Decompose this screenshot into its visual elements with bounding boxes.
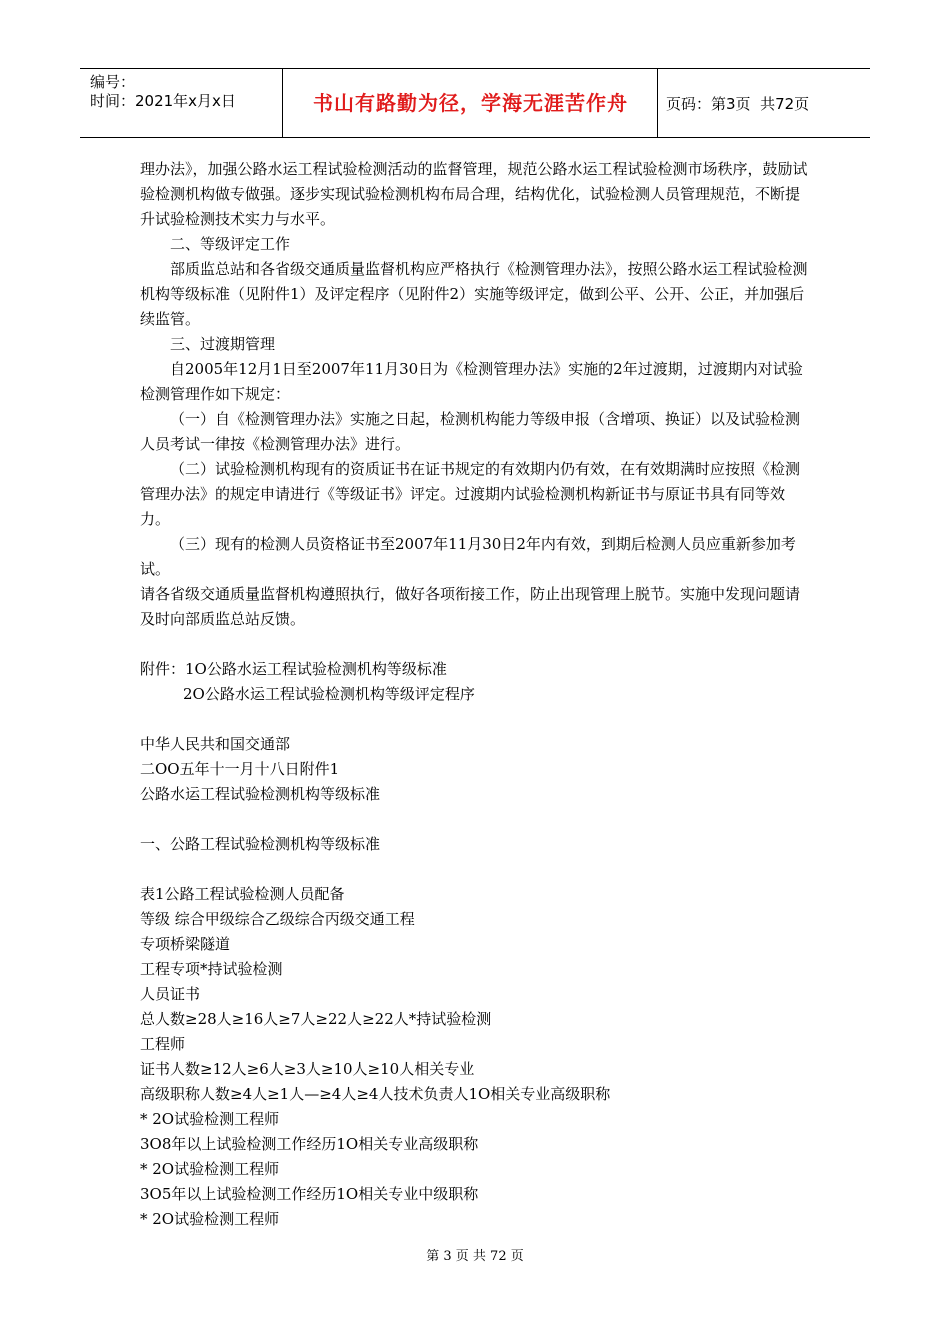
section-heading: 二、等级评定工作	[170, 235, 291, 253]
standard-title: 公路水运工程试验检测机构等级标准	[140, 785, 381, 803]
header-motto: 书山有路勤为径，学海无涯苦作舟	[313, 91, 628, 115]
table-line: 证书人数≥12人≥6人≥3人≥10人≥10人相关专业	[140, 1060, 475, 1078]
paragraph: 理办法》，加强公路水运工程试验检测活动的监督管理，规范公路水运工程试验检测市场秩序，鼓励试验检测机构做专做强。逐步实现试验检测机构布局合理，结构优化，试验检测人员管理规范，不断提升试验检测技术实力与水平。	[140, 160, 808, 228]
table-line: 等级 综合甲级综合乙级综合丙级交通工程	[140, 910, 415, 928]
table-line: * 2O试验检测工程师	[140, 1160, 280, 1178]
page-header	[80, 68, 870, 138]
table-line: 人员证书	[140, 985, 201, 1003]
table-line: 工程专项*持试验检测	[140, 960, 283, 978]
header-divider	[657, 69, 658, 137]
section-heading: 一、公路工程试验检测机构等级标准	[140, 835, 381, 853]
table-line: 工程师	[140, 1035, 186, 1053]
document-number-label: 编号：	[90, 73, 136, 91]
table-line: 3O5年以上试验检测工作经历1O相关专业中级职称	[140, 1185, 479, 1203]
attachment-line: 附件：1O公路水运工程试验检测机构等级标准	[140, 660, 447, 678]
attachment-line: 2O公路水运工程试验检测机构等级评定程序	[183, 685, 475, 703]
section-heading: 三、过渡期管理	[170, 335, 276, 353]
paragraph: 自2005年12月1日至2007年11月30日为《检测管理办法》实施的2年过渡期，过渡期内对试验检测管理作如下规定：	[140, 360, 803, 403]
issuing-organization: 中华人民共和国交通部	[140, 735, 291, 753]
table-line: 3O8年以上试验检测工作经历1O相关专业高级职称	[140, 1135, 479, 1153]
header-meta	[90, 73, 236, 111]
document-body	[140, 157, 812, 1232]
header-page-info: 页码：第3页 共72页	[666, 95, 810, 113]
paragraph: （一）自《检测管理办法》实施之日起，检测机构能力等级申报（含增项、换证）以及试验检测人员考试一律按《检测管理办法》进行。	[140, 410, 801, 453]
issue-date: 二OO五年十一月十八日附件1	[140, 760, 340, 778]
page-footer: 第 3 页 共 72 页	[426, 1249, 524, 1264]
table-line: 高级职称人数≥4人≥1人—≥4人≥4人技术负责人1O相关专业高级职称	[140, 1085, 611, 1103]
table-line: 总人数≥28人≥16人≥7人≥22人≥22人*持试验检测	[140, 1010, 492, 1028]
paragraph: 请各省级交通质量监督机构遵照执行，做好各项衔接工作，防止出现管理上脱节。实施中发现问题请及时向部质监总站反馈。	[140, 585, 801, 628]
paragraph: 部质监总站和各省级交通质量监督机构应严格执行《检测管理办法》，按照公路水运工程试验检测机构等级标准（见附件1）及评定程序（见附件2）实施等级评定，做到公平、公开、公正，并加强后续监管。	[140, 260, 808, 328]
paragraph: （二）试验检测机构现有的资质证书在证书规定的有效期内仍有效，在有效期满时应按照《检测管理办法》的规定申请进行《等级证书》评定。过渡期内试验检测机构新证书与原证书具有同等效力。	[140, 460, 801, 528]
table-line: * 2O试验检测工程师	[140, 1110, 280, 1128]
paragraph: （三）现有的检测人员资格证书至2007年11月30日2年内有效，到期后检测人员应重新参加考试。	[140, 535, 796, 578]
table-line: * 2O试验检测工程师	[140, 1210, 280, 1228]
table-line: 表1公路工程试验检测人员配备	[140, 885, 345, 903]
document-date: 时间：2021年x月x日	[90, 92, 236, 110]
table-line: 专项桥梁隧道	[140, 935, 231, 953]
